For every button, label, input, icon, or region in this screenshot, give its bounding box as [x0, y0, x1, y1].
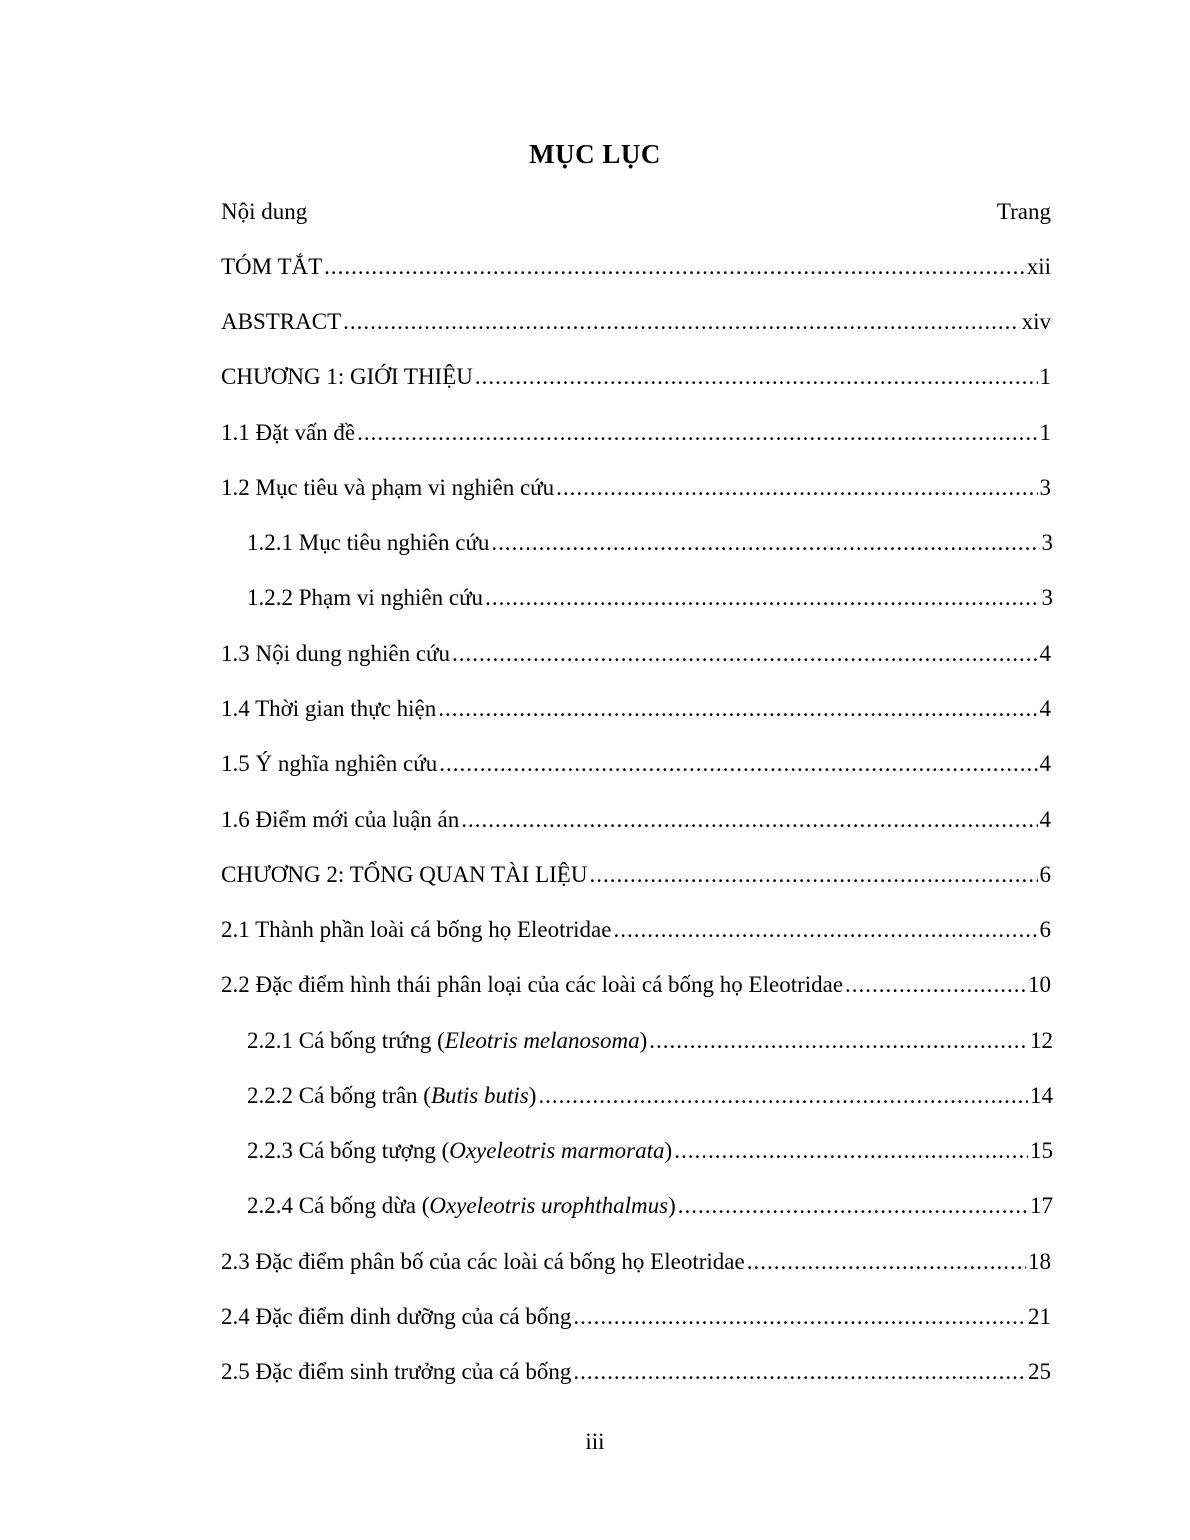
- toc-entry-page: 6: [1039, 862, 1051, 887]
- toc-entry-1-2-2: [247, 582, 1053, 614]
- toc-entry-label: 2.4 Đặc điểm dinh dưỡng của cá bống: [221, 1304, 572, 1329]
- species-name: Eleotris melanosoma: [444, 1028, 640, 1053]
- content-column-label: Nội dung: [221, 199, 308, 224]
- dot-leader: [357, 417, 1037, 449]
- toc-entry-page: 21: [1028, 1304, 1051, 1329]
- toc-entry-page: 3: [1041, 585, 1053, 610]
- toc-entry-2-2-4: [247, 1190, 1053, 1222]
- toc-entry-1-3: [221, 638, 1051, 670]
- toc-entry-chuong-2: [221, 859, 1051, 891]
- toc-entry-page: 17: [1030, 1193, 1053, 1218]
- page-title: MỤC LỤC: [529, 139, 661, 169]
- toc-entry-2-5: [221, 1356, 1051, 1388]
- dot-leader: [485, 582, 1039, 614]
- toc-entry-1-4: [221, 693, 1051, 725]
- toc-entry-page: 3: [1041, 530, 1053, 555]
- toc-entry-page: 18: [1028, 1249, 1051, 1274]
- toc-entry-page: xiv: [1021, 309, 1051, 334]
- toc-entry-label: 1.2.2 Phạm vi nghiên cứu: [247, 585, 484, 610]
- toc-entry-page: 1: [1039, 420, 1051, 445]
- toc-entry-2-1: [221, 914, 1051, 946]
- toc-entry-page: 15: [1030, 1138, 1053, 1163]
- toc-entry-label: 1.3 Nội dung nghiên cứu: [221, 641, 451, 666]
- dot-leader: [678, 1190, 1028, 1222]
- page-number: iii: [585, 1429, 605, 1454]
- toc-entry-1-1: [221, 417, 1051, 449]
- species-name: Oxyeleotris urophthalmus: [429, 1193, 669, 1218]
- toc-entry-page: 4: [1039, 696, 1051, 721]
- toc-entry-page: 12: [1030, 1028, 1053, 1053]
- toc-entry-2-2-3: [247, 1135, 1053, 1167]
- toc-entry-page: 25: [1028, 1359, 1051, 1384]
- species-name: Butis butis: [430, 1083, 529, 1108]
- dot-leader: [324, 251, 1025, 283]
- toc-entry-label: 1.2.1 Mục tiêu nghiên cứu: [247, 530, 490, 555]
- toc-entry-page: 14: [1030, 1083, 1053, 1108]
- dot-leader: [461, 804, 1037, 836]
- toc-entry-label: TÓM TẮT: [221, 254, 323, 279]
- toc-entry-label: 2.2.1 Cá bống trứng (Eleotris melanosoma): [247, 1028, 648, 1053]
- dot-leader: [475, 361, 1038, 393]
- page-column-label: Trang: [996, 199, 1051, 224]
- toc-entry-label: 1.5 Ý nghĩa nghiên cứu: [221, 751, 438, 776]
- toc-entry-label: ABSTRACT: [221, 309, 342, 334]
- toc-entry-1-5: [221, 748, 1051, 780]
- toc-entry-label: 2.5 Đặc điểm sinh trưởng của cá bống: [221, 1359, 572, 1384]
- toc-entry-2-2: [221, 969, 1051, 1001]
- toc-entry-label: 2.2.3 Cá bống tượng (Oxyeleotris marmorata): [247, 1138, 673, 1163]
- dot-leader: [573, 1356, 1026, 1388]
- toc-entry-page: 4: [1039, 807, 1051, 832]
- toc-entry-2-2-2: [247, 1080, 1053, 1112]
- toc-entry-2-2-1: [247, 1025, 1053, 1057]
- toc-entry-abstract: [221, 306, 1051, 338]
- toc-entry-label: 2.2.2 Cá bống trân (Butis butis): [247, 1083, 537, 1108]
- dot-leader: [343, 306, 1019, 338]
- dot-leader: [438, 693, 1037, 725]
- toc-entry-label: 1.1 Đặt vấn đề: [221, 420, 356, 445]
- dot-leader: [439, 748, 1037, 780]
- toc-entry-label: 2.2.4 Cá bống dừa (Oxyeleotris urophthalmus): [247, 1193, 676, 1218]
- toc-entry-page: 6: [1039, 917, 1051, 942]
- dot-leader: [674, 1135, 1028, 1167]
- toc-entry-label: 1.2 Mục tiêu và phạm vi nghiên cứu: [221, 475, 555, 500]
- dot-leader: [538, 1080, 1028, 1112]
- toc-entry-1-2-1: [247, 527, 1053, 559]
- toc-entry-label: 1.4 Thời gian thực hiện: [221, 696, 437, 721]
- dot-leader: [573, 1301, 1026, 1333]
- toc-entry-1-2: [221, 472, 1051, 504]
- dot-leader: [452, 638, 1037, 670]
- toc-entry-label: 2.2 Đặc điểm hình thái phân loại của các loài cá bống họ Eleotridae: [221, 972, 844, 997]
- toc-entry-page: xii: [1026, 254, 1051, 279]
- toc-entry-label: 2.1 Thành phần loài cá bống họ Eleotridae: [221, 917, 612, 942]
- toc-entry-label: 2.3 Đặc điểm phân bố của các loài cá bống họ Eleotridae: [221, 1249, 745, 1274]
- toc-entry-page: 3: [1039, 475, 1051, 500]
- toc-entry-label: CHƯƠNG 2: TỔNG QUAN TÀI LIỆU: [221, 862, 588, 887]
- toc-entry-2-3: [221, 1246, 1051, 1278]
- dot-leader: [845, 969, 1026, 1001]
- toc-entry-page: 1: [1039, 364, 1051, 389]
- dot-leader: [649, 1025, 1028, 1057]
- toc-entry-label: CHƯƠNG 1: GIỚI THIỆU: [221, 364, 473, 389]
- toc-entry-tom-tat: [221, 251, 1051, 283]
- toc-entry-page: 4: [1039, 641, 1051, 666]
- toc-entry-chuong-1: [221, 361, 1051, 393]
- dot-leader: [613, 914, 1037, 946]
- toc-entry-page: 4: [1039, 751, 1051, 776]
- toc-entry-page: 10: [1028, 972, 1051, 997]
- dot-leader: [589, 859, 1037, 891]
- species-name: Oxyeleotris marmorata: [449, 1138, 665, 1163]
- dot-leader: [747, 1246, 1026, 1278]
- dot-leader: [556, 472, 1037, 504]
- toc-entry-1-6: [221, 804, 1051, 836]
- toc-entry-label: 1.6 Điểm mới của luận án: [221, 807, 460, 832]
- toc-entry-2-4: [221, 1301, 1051, 1333]
- dot-leader: [491, 527, 1039, 559]
